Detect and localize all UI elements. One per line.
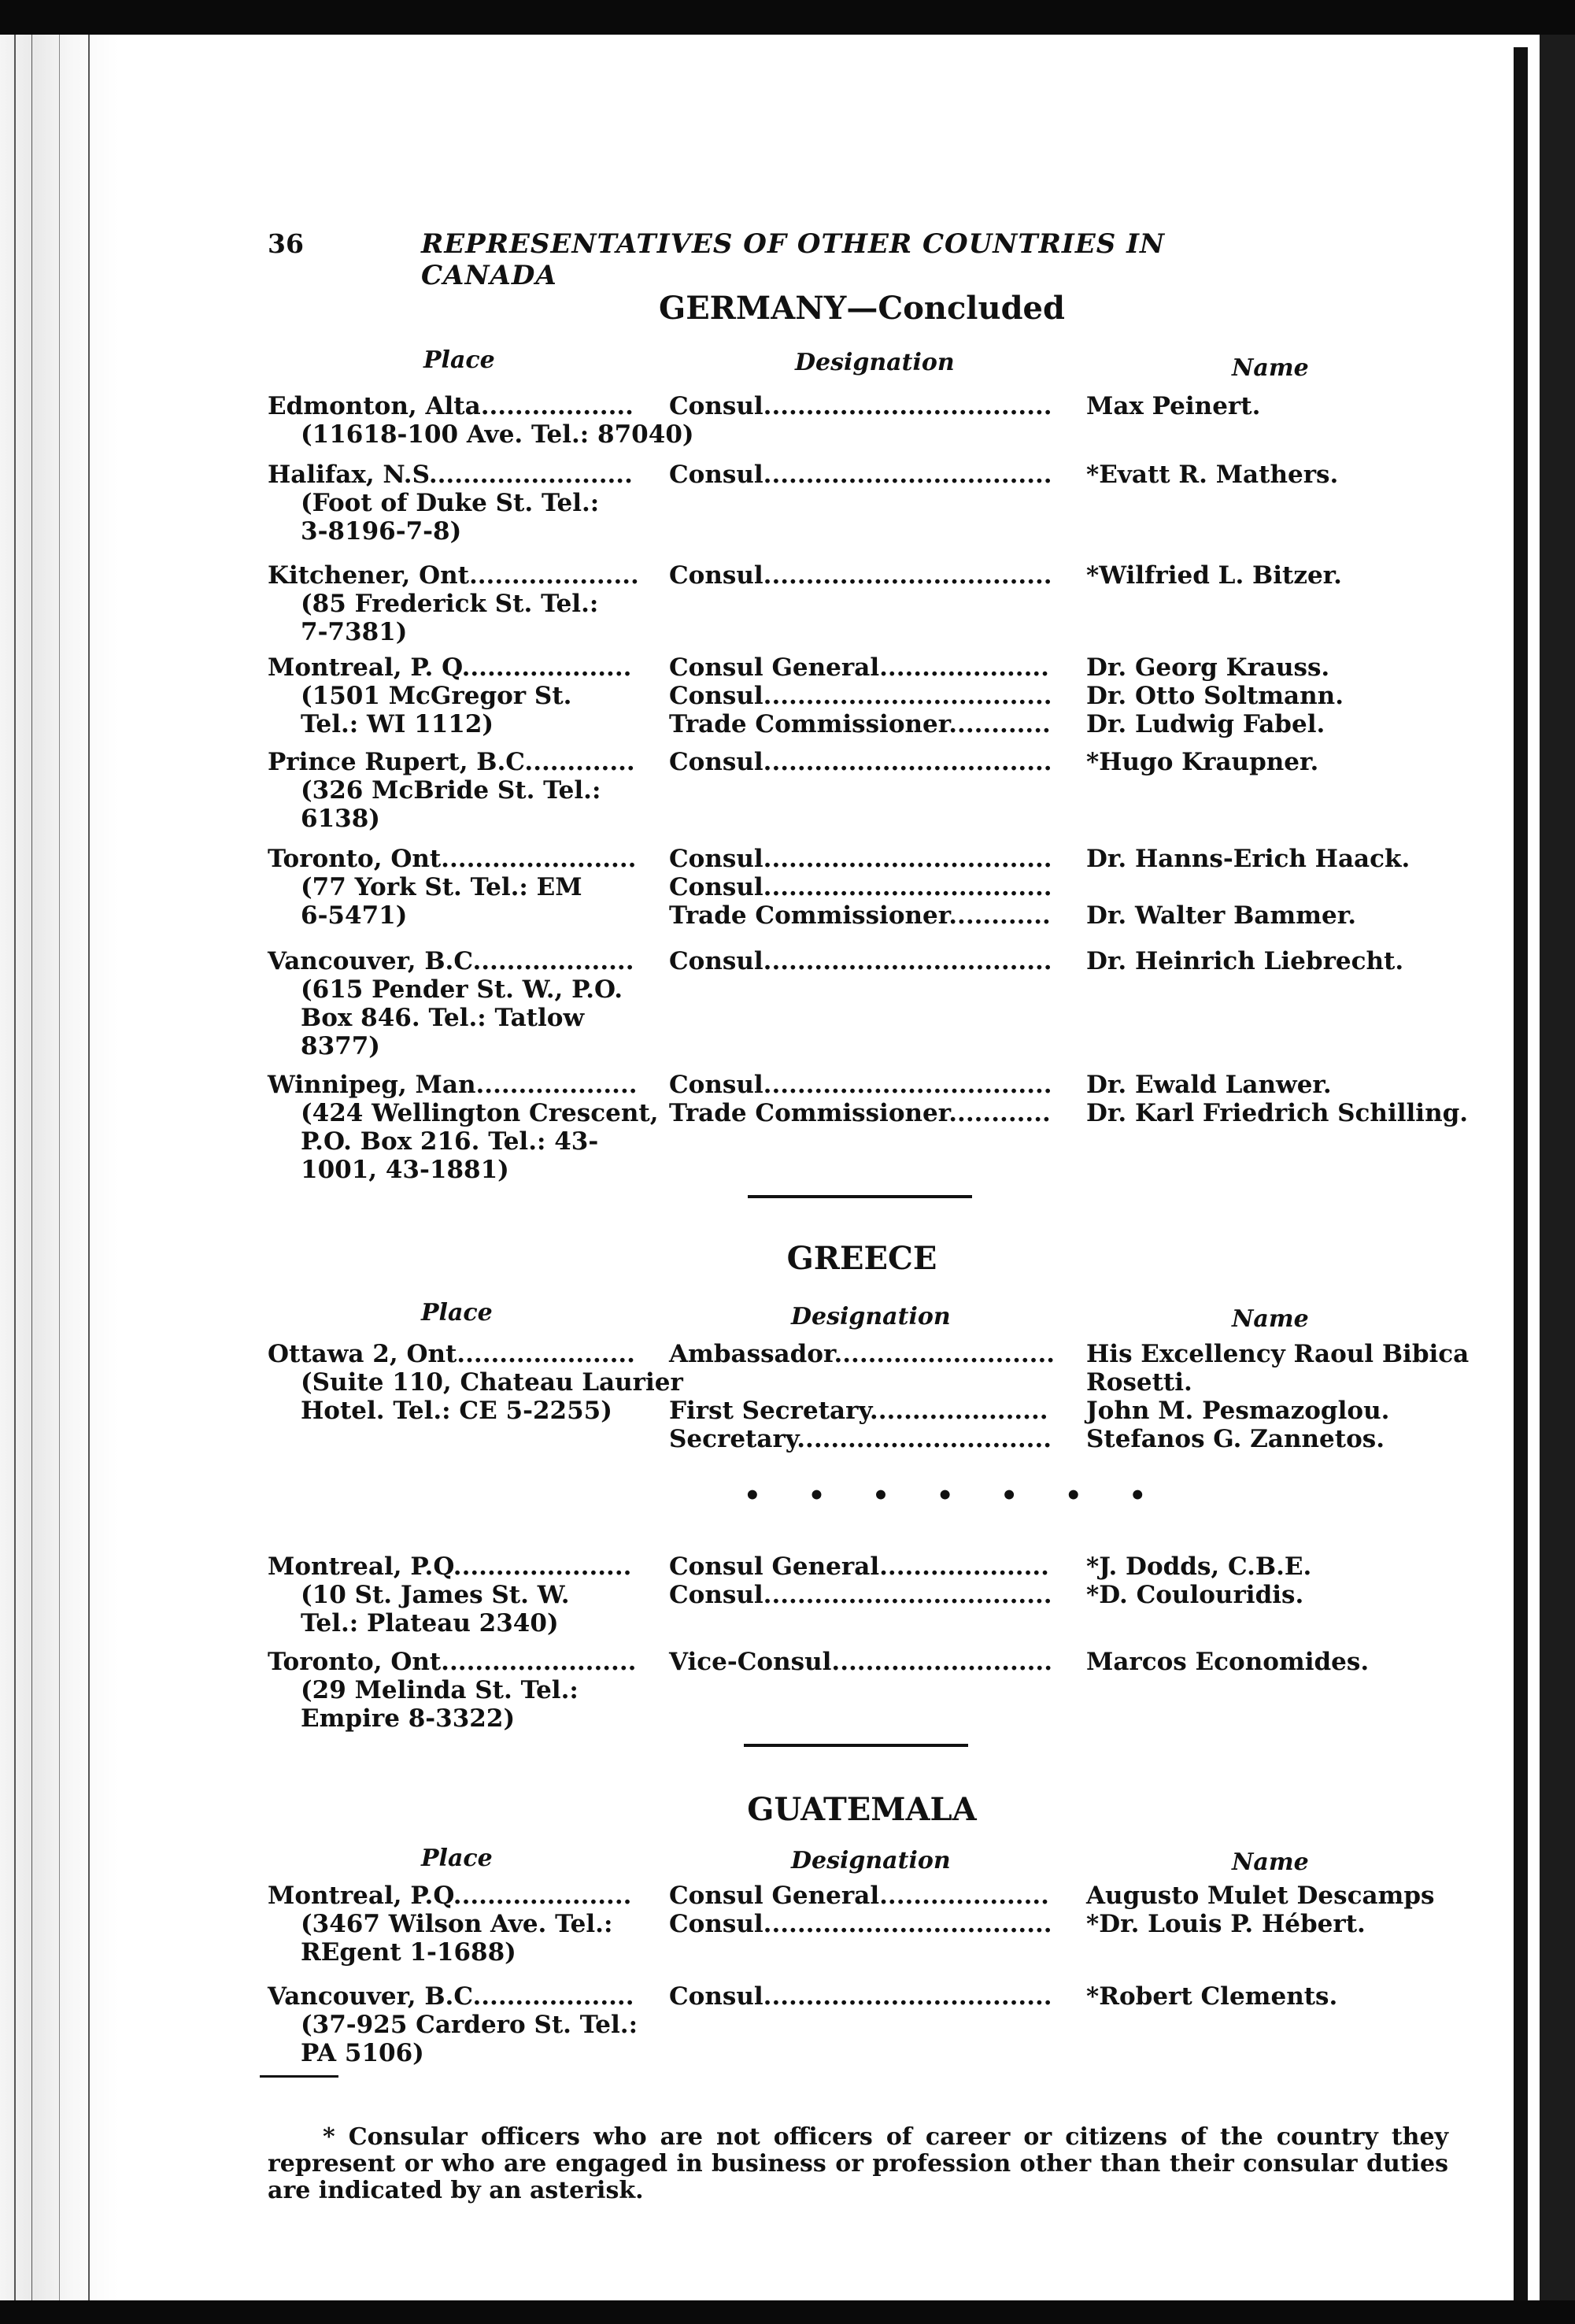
place-address-line: 6-5471) [301, 901, 408, 930]
entry-place [268, 392, 694, 449]
entry-designations [669, 392, 1063, 420]
representative-name: *Evatt R. Mathers. [1086, 461, 1339, 489]
designation: Consul.................................. [669, 461, 1052, 489]
colhead-place: Place [421, 1845, 493, 1872]
representative-name: Dr. Heinrich Liebrecht. [1086, 947, 1404, 975]
place-address-line: 3-8196-7-8) [301, 517, 462, 546]
designation [669, 1368, 1063, 1397]
place-address-line: Empire 8-3322) [301, 1704, 516, 1733]
entry-designations [669, 748, 1063, 776]
section-divider [744, 1744, 968, 1747]
entry-names [1086, 1982, 1496, 2011]
section-title-guatemala: GUATEMALA [747, 1791, 977, 1828]
designation: Consul.................................. [669, 682, 1052, 710]
entry-place [268, 461, 645, 546]
place-address-line: 6138) [301, 805, 380, 833]
entry-place [268, 748, 645, 833]
designation: Consul.................................. [669, 748, 1052, 776]
footnote-text: * Consular officers who are not officers of career or citizens of the country they represent or who are engaged in business or profession other than their consular duties are indicated by an asterisk. [268, 2123, 1448, 2204]
representative-name: *J. Dodds, C.B.E. [1086, 1552, 1312, 1581]
running-title: REPRESENTATIVES OF OTHER COUNTRIES IN CANADA [421, 228, 1166, 291]
place-address-line: (3467 Wilson Ave. Tel.: [301, 1910, 613, 1938]
place-address-line: (424 Wellington Crescent, [301, 1099, 659, 1127]
representative-name [1086, 873, 1496, 901]
section-title-germany: GERMANY—Concluded [659, 290, 1065, 327]
designation: Secretary.............................. [669, 1425, 1052, 1453]
entry-place [268, 1552, 645, 1638]
place-address-line: (Foot of Duke St. Tel.: [301, 489, 600, 517]
designation: Ambassador.......................... [669, 1340, 1056, 1368]
entry-names [1086, 1552, 1496, 1609]
place-address-line: (85 Frederick St. Tel.: [301, 590, 599, 618]
entry-designations [669, 1340, 1063, 1453]
designation: Consul.................................. [669, 1910, 1052, 1938]
designation: Consul General.................... [669, 1552, 1049, 1581]
designation: Consul.................................. [669, 845, 1052, 873]
representative-name: Max Peinert. [1086, 392, 1261, 420]
colhead-designation: Designation [791, 1847, 951, 1874]
designation: Consul.................................. [669, 1982, 1052, 2011]
entry-designations [669, 845, 1063, 930]
colhead-name: Name [1232, 1848, 1309, 1876]
entry-place [268, 1982, 645, 2067]
representative-name: Dr. Otto Soltmann. [1086, 682, 1344, 710]
place-address-line: 1001, 43-1881) [301, 1156, 509, 1184]
designation: Trade Commissioner............ [669, 901, 1051, 930]
entry-place [268, 1071, 659, 1184]
place-name: Montreal, P. Q.................... [268, 653, 632, 682]
section-divider [748, 1195, 972, 1198]
representative-name: His Excellency Raoul Bibica [1086, 1340, 1470, 1368]
place-address-line: 8377) [301, 1032, 380, 1060]
place-address-line: (10 St. James St. W. [301, 1581, 570, 1609]
designation: Consul.................................. [669, 561, 1052, 590]
entry-names [1086, 392, 1496, 420]
place-address-line: Box 846. Tel.: Tatlow [301, 1004, 585, 1032]
designation: Trade Commissioner............ [669, 710, 1051, 738]
footnote [268, 2124, 1448, 2204]
section-title-greece: GREECE [786, 1240, 937, 1277]
entry-designations [669, 1552, 1063, 1609]
entry-names [1086, 653, 1496, 738]
place-name: Winnipeg, Man................... [268, 1071, 638, 1099]
place-address-line: PA 5106) [301, 2039, 424, 2067]
representative-name: Marcos Economides. [1086, 1648, 1370, 1676]
designation: Consul.................................. [669, 1581, 1052, 1609]
place-address-line: (1501 McGregor St. [301, 682, 572, 710]
designation: First Secretary..................... [669, 1397, 1048, 1425]
place-name: Halifax, N.S........................ [268, 461, 633, 489]
designation: Vice-Consul.......................... [669, 1648, 1053, 1676]
place-address-line: Tel.: Plateau 2340) [301, 1609, 559, 1638]
entry-place [268, 1340, 683, 1425]
representative-name: Dr. Hanns-Erich Haack. [1086, 845, 1410, 873]
colhead-place: Place [423, 346, 495, 374]
designation: Consul.................................. [669, 873, 1052, 901]
entry-designations [669, 1882, 1063, 1938]
entry-designations [669, 1982, 1063, 2011]
entry-designations [669, 1071, 1063, 1127]
colhead-name: Name [1232, 354, 1309, 382]
entry-designations [669, 947, 1063, 975]
representative-name: Stefanos G. Zannetos. [1086, 1425, 1385, 1453]
designation: Consul.................................. [669, 392, 1052, 420]
place-name: Edmonton, Alta.................. [268, 392, 634, 420]
representative-name: Dr. Walter Bammer. [1086, 901, 1356, 930]
place-address-line: (615 Pender St. W., P.O. [301, 975, 623, 1004]
entry-names [1086, 1648, 1496, 1676]
colhead-designation: Designation [791, 1303, 951, 1330]
representative-name: John M. Pesmazoglou. [1086, 1397, 1390, 1425]
place-name: Vancouver, B.C................... [268, 1982, 634, 2011]
colhead-place: Place [421, 1299, 493, 1327]
designation: Consul General.................... [669, 1882, 1049, 1910]
representative-name: Dr. Ludwig Fabel. [1086, 710, 1325, 738]
entry-designations [669, 561, 1063, 590]
entry-names [1086, 561, 1496, 590]
entry-designations [669, 653, 1063, 738]
representative-name: *D. Coulouridis. [1086, 1581, 1304, 1609]
designation: Consul.................................. [669, 1071, 1052, 1099]
representative-name: *Robert Clements. [1086, 1982, 1338, 2011]
place-name: Montreal, P.Q..................... [268, 1882, 632, 1910]
entry-names [1086, 947, 1496, 975]
place-name: Prince Rupert, B.C............. [268, 748, 635, 776]
place-address-line: Tel.: WI 1112) [301, 710, 494, 738]
place-name: Toronto, Ont....................... [268, 1648, 637, 1676]
entry-names [1086, 845, 1496, 930]
representative-name: Dr. Georg Krauss. [1086, 653, 1330, 682]
entry-names [1086, 748, 1496, 776]
place-address-line: (11618-100 Ave. Tel.: 87040) [301, 420, 694, 449]
designation: Consul General.................... [669, 653, 1049, 682]
colhead-name: Name [1232, 1305, 1309, 1333]
entry-names [1086, 1071, 1496, 1127]
representative-name: Dr. Ewald Lanwer. [1086, 1071, 1332, 1099]
representative-name: *Hugo Kraupner. [1086, 748, 1319, 776]
place-address-line: (37-925 Cardero St. Tel.: [301, 2011, 638, 2039]
entry-place [268, 947, 645, 1060]
designation: Trade Commissioner............ [669, 1099, 1051, 1127]
page-number: 36 [268, 228, 304, 259]
page-header [268, 228, 1291, 291]
place-name: Toronto, Ont....................... [268, 845, 637, 873]
entry-names [1086, 461, 1496, 489]
place-address-line: (29 Melinda St. Tel.: [301, 1676, 579, 1704]
entry-place [268, 653, 645, 738]
representative-name: Rosetti. [1086, 1368, 1192, 1397]
entry-place [268, 845, 645, 930]
entry-place [268, 1882, 645, 1967]
place-name: Ottawa 2, Ont..................... [268, 1340, 635, 1368]
place-name: Vancouver, B.C................... [268, 947, 634, 975]
entry-place [268, 1648, 645, 1733]
place-name: Kitchener, Ont.................... [268, 561, 639, 590]
representative-name: *Dr. Louis P. Hébert. [1086, 1910, 1366, 1938]
place-address-line: (326 McBride St. Tel.: [301, 776, 601, 805]
representative-name: Dr. Karl Friedrich Schilling. [1086, 1099, 1469, 1127]
entry-designations [669, 461, 1063, 489]
place-address-line: 7-7381) [301, 618, 408, 646]
place-address-line: (77 York St. Tel.: EM [301, 873, 582, 901]
entry-names [1086, 1340, 1496, 1453]
entry-names [1086, 1882, 1496, 1938]
place-address-line: Hotel. Tel.: CE 5-2255) [301, 1397, 612, 1425]
footnote-rule [260, 2075, 338, 2078]
colhead-designation: Designation [795, 349, 955, 376]
designation: Consul.................................. [669, 947, 1052, 975]
place-name: Montreal, P.Q..................... [268, 1552, 632, 1581]
place-address-line: (Suite 110, Chateau Laurier [301, 1368, 683, 1397]
entry-place [268, 561, 645, 646]
place-address-line: REgent 1-1688) [301, 1938, 516, 1967]
representative-name: Augusto Mulet Descamps [1086, 1882, 1435, 1910]
section-dots-separator: • • • • • • • [744, 1480, 1166, 1512]
entry-designations [669, 1648, 1063, 1676]
representative-name: *Wilfried L. Bitzer. [1086, 561, 1342, 590]
place-address-line: P.O. Box 216. Tel.: 43- [301, 1127, 599, 1156]
